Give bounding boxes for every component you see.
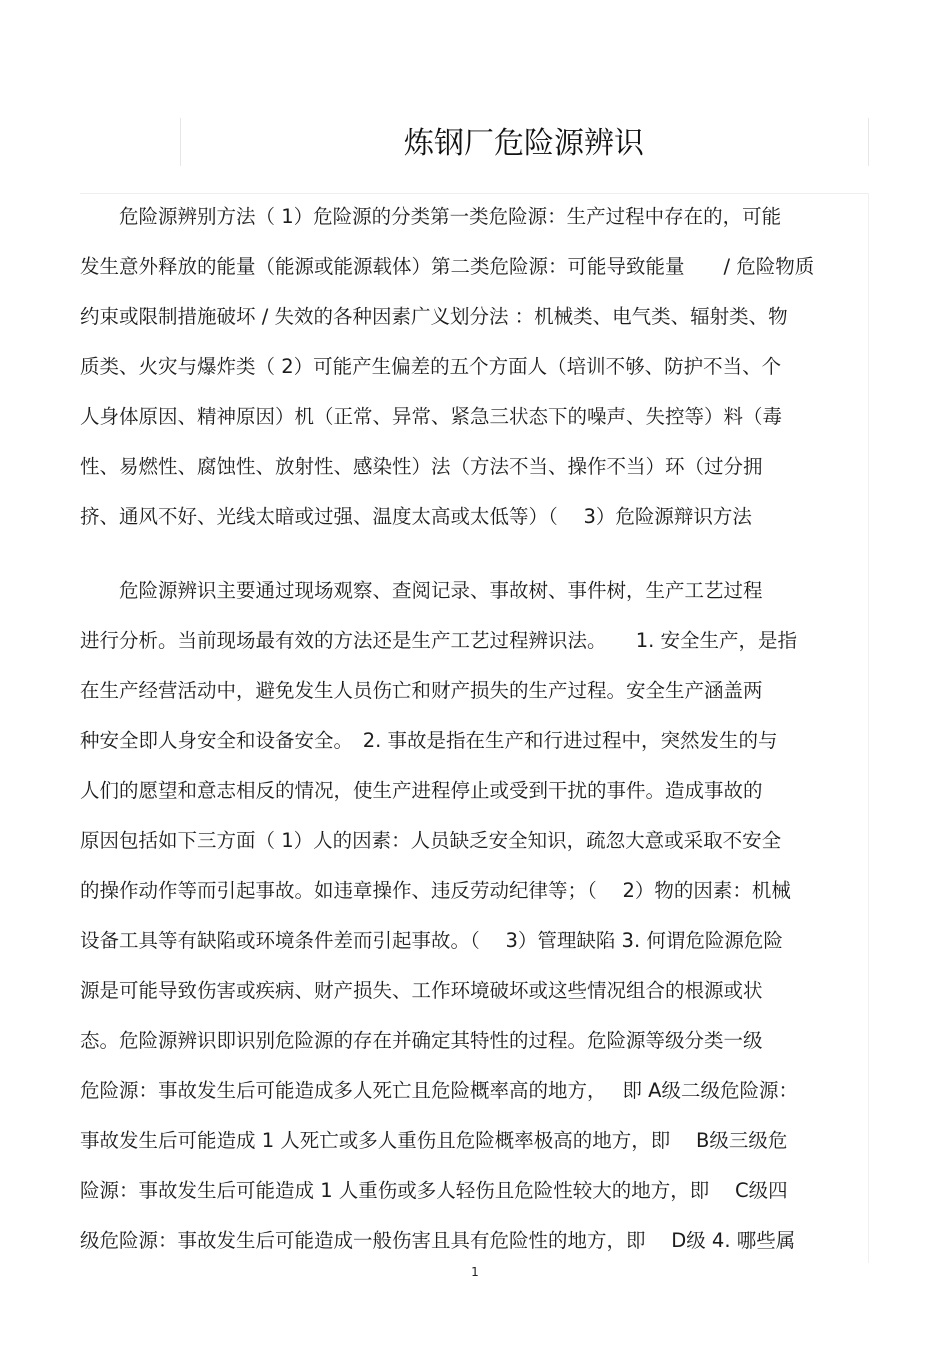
text-line: 级危险源：事故发生后可能造成一般伤害且具有危险性的地方，即 D级 4. 哪些属 bbox=[80, 1229, 796, 1252]
text-line: 在生产经营活动中，避免发生人员伤亡和财产损失的生产过程。安全生产涵盖两 bbox=[80, 679, 763, 702]
text-line: 约束或限制措施破坏 / 失效的各种因素广义划分法 ：机械类、电气类、辐射类、物 bbox=[80, 305, 788, 328]
text-line: 危险源：事故发生后可能造成多人死亡且危险概率高的地方， 即 A级二级危险源： bbox=[80, 1079, 798, 1102]
frame-divider bbox=[80, 193, 869, 194]
text-line: 人们的愿望和意志相反的情况，使生产进程停止或受到干扰的事件。造成事故的 bbox=[80, 779, 763, 802]
text-line: 挤、通风不好、光线太暗或过强、温度太高或太低等）（ 3）危险源辩识方法 bbox=[80, 505, 752, 528]
text-line: 原因包括如下三方面（ 1）人的因素：人员缺乏安全知识，疏忽大意或采取不安全 bbox=[80, 829, 782, 852]
document-title: 炼钢厂危险源辨识 bbox=[404, 126, 644, 161]
text-line: 源是可能导致伤害或疾病、财产损失、工作环境破坏或这些情况组合的根源或状 bbox=[80, 979, 763, 1002]
frame-right-tick bbox=[868, 118, 869, 166]
page-number: 1 bbox=[471, 1265, 479, 1279]
text-line: 险源：事故发生后可能造成 1 人重伤或多人轻伤且危险性较大的地方，即 C级四 bbox=[80, 1179, 788, 1202]
text-line: 事故发生后可能造成 1 人死亡或多人重伤且危险概率极高的地方，即 B级三级危 bbox=[80, 1129, 788, 1152]
text-line: 危险源辨别方法（ 1）危险源的分类第一类危险源：生产过程中存在的，可能 bbox=[80, 205, 782, 228]
text-line: 性、易燃性、腐蚀性、放射性、感染性）法（方法不当、操作不当）环（过分拥 bbox=[80, 455, 763, 478]
text-line: 态。危险源辨识即识别危险源的存在并确定其特性的过程。危险源等级分类一级 bbox=[80, 1029, 763, 1052]
text-line: 人身体原因、精神原因）机（正常、异常、紧急三状态下的噪声、失控等）料（毒 bbox=[80, 405, 783, 428]
text-line: 设备工具等有缺陷或环境条件差而引起事故。（ 3）管理缺陷 3. 何谓危险源危险 bbox=[80, 929, 783, 952]
text-line: 的操作动作等而引起事故。如违章操作、违反劳动纪律等；（ 2）物的因素：机械 bbox=[80, 879, 791, 902]
text-line: 进行分析。当前现场最有效的方法还是生产工艺过程辨识法。 1. 安全生产，是指 bbox=[80, 629, 798, 652]
text-line: 质类、火灾与爆炸类（ 2）可能产生偏差的五个方面人（培训不够、防护不当、个 bbox=[80, 355, 782, 378]
text-line: 种安全即人身安全和设备安全。 2. 事故是指在生产和行进过程中，突然发生的与 bbox=[80, 729, 778, 752]
text-line: 发生意外释放的能量（能源或能源载体）第二类危险源：可能导致能量 / 危险物质 bbox=[80, 255, 815, 278]
text-line: 危险源辨识主要通过现场观察、查阅记录、事故树、事件树，生产工艺过程 bbox=[80, 579, 763, 602]
